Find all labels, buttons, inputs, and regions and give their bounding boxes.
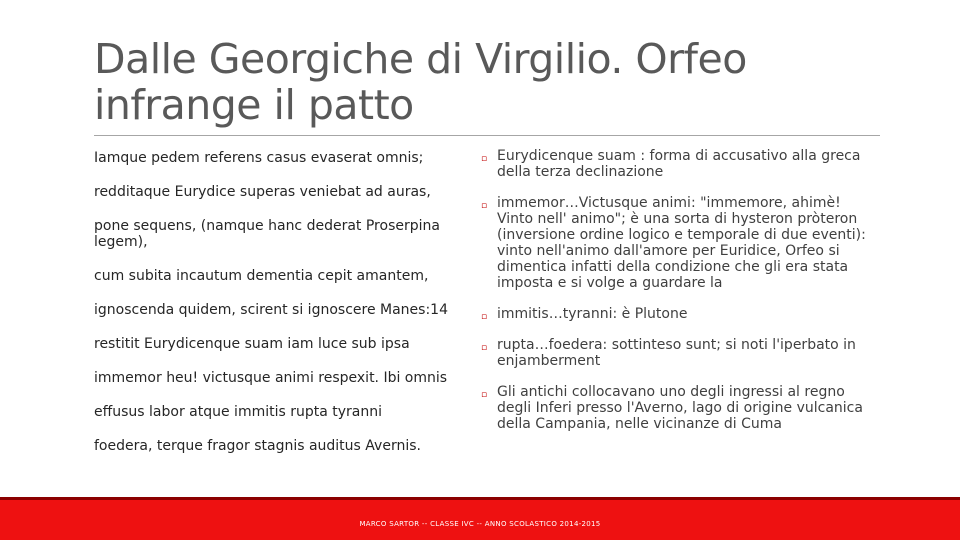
verse-line: pone sequens, (namque hanc dederat Proserpina legem),	[94, 218, 440, 250]
square-bullet-icon: ▫	[481, 343, 488, 353]
note-item	[481, 148, 881, 180]
verse-line: foedera, terque fragor stagnis auditus Avernis.	[94, 438, 421, 454]
commentary-notes	[481, 148, 881, 447]
note-item	[481, 384, 881, 432]
verse-line: Iamque pedem referens casus evaserat omnis;	[94, 150, 424, 166]
square-bullet-icon: ▫	[481, 390, 488, 400]
title-divider	[94, 135, 880, 136]
note-item	[481, 337, 881, 369]
verse-line: effusus labor atque immitis rupta tyranni	[94, 404, 383, 420]
latin-verses	[94, 150, 464, 472]
verse-line: redditaque Eurydice superas veniebat ad auras,	[94, 184, 431, 200]
footer-text: MARCO SARTOR -- CLASSE IVC -- ANNO SCOLASTICO 2014-2015	[359, 520, 601, 528]
square-bullet-icon: ▫	[481, 312, 488, 322]
square-bullet-icon: ▫	[481, 201, 488, 211]
verse-line: ignoscenda quidem, scirent si ignoscere Manes:14	[94, 302, 448, 318]
note-text: immitis…tyranni: è Plutone	[497, 306, 688, 322]
note-item	[481, 306, 881, 322]
note-text: rupta…foedera: sottinteso sunt; si noti l'iperbato in enjamberment	[497, 337, 856, 369]
verse-line: cum subita incautum dementia cepit amantem,	[94, 268, 429, 284]
square-bullet-icon: ▫	[481, 154, 488, 164]
verse-line: immemor heu! victusque animi respexit. Ibi omnis	[94, 370, 448, 386]
slide-title: Dalle Georgiche di Virgilio. Orfeo infrange il patto	[94, 35, 747, 129]
verse-line: restitit Eurydicenque suam iam luce sub ipsa	[94, 336, 410, 352]
note-item	[481, 195, 881, 291]
note-text: Eurydicenque suam : forma di accusativo alla greca della terza declinazione	[497, 148, 861, 180]
note-text: Gli antichi collocavano uno degli ingressi al regno degli Inferi presso l'Averno, lago di origine vulcanica della Campania, nelle vicinanze di Cuma	[497, 384, 863, 432]
note-text: immemor…Victusque animi: "immemore, ahimè! Vinto nell' animo"; è una sorta di hysteron pròteron (inversione ordine logico e temporale di due eventi): vinto nell'animo dall'amore per Euridice, Orfeo si dimentica infatti della condizione che gli era stata imposta e si volge a guardare la	[497, 195, 866, 291]
